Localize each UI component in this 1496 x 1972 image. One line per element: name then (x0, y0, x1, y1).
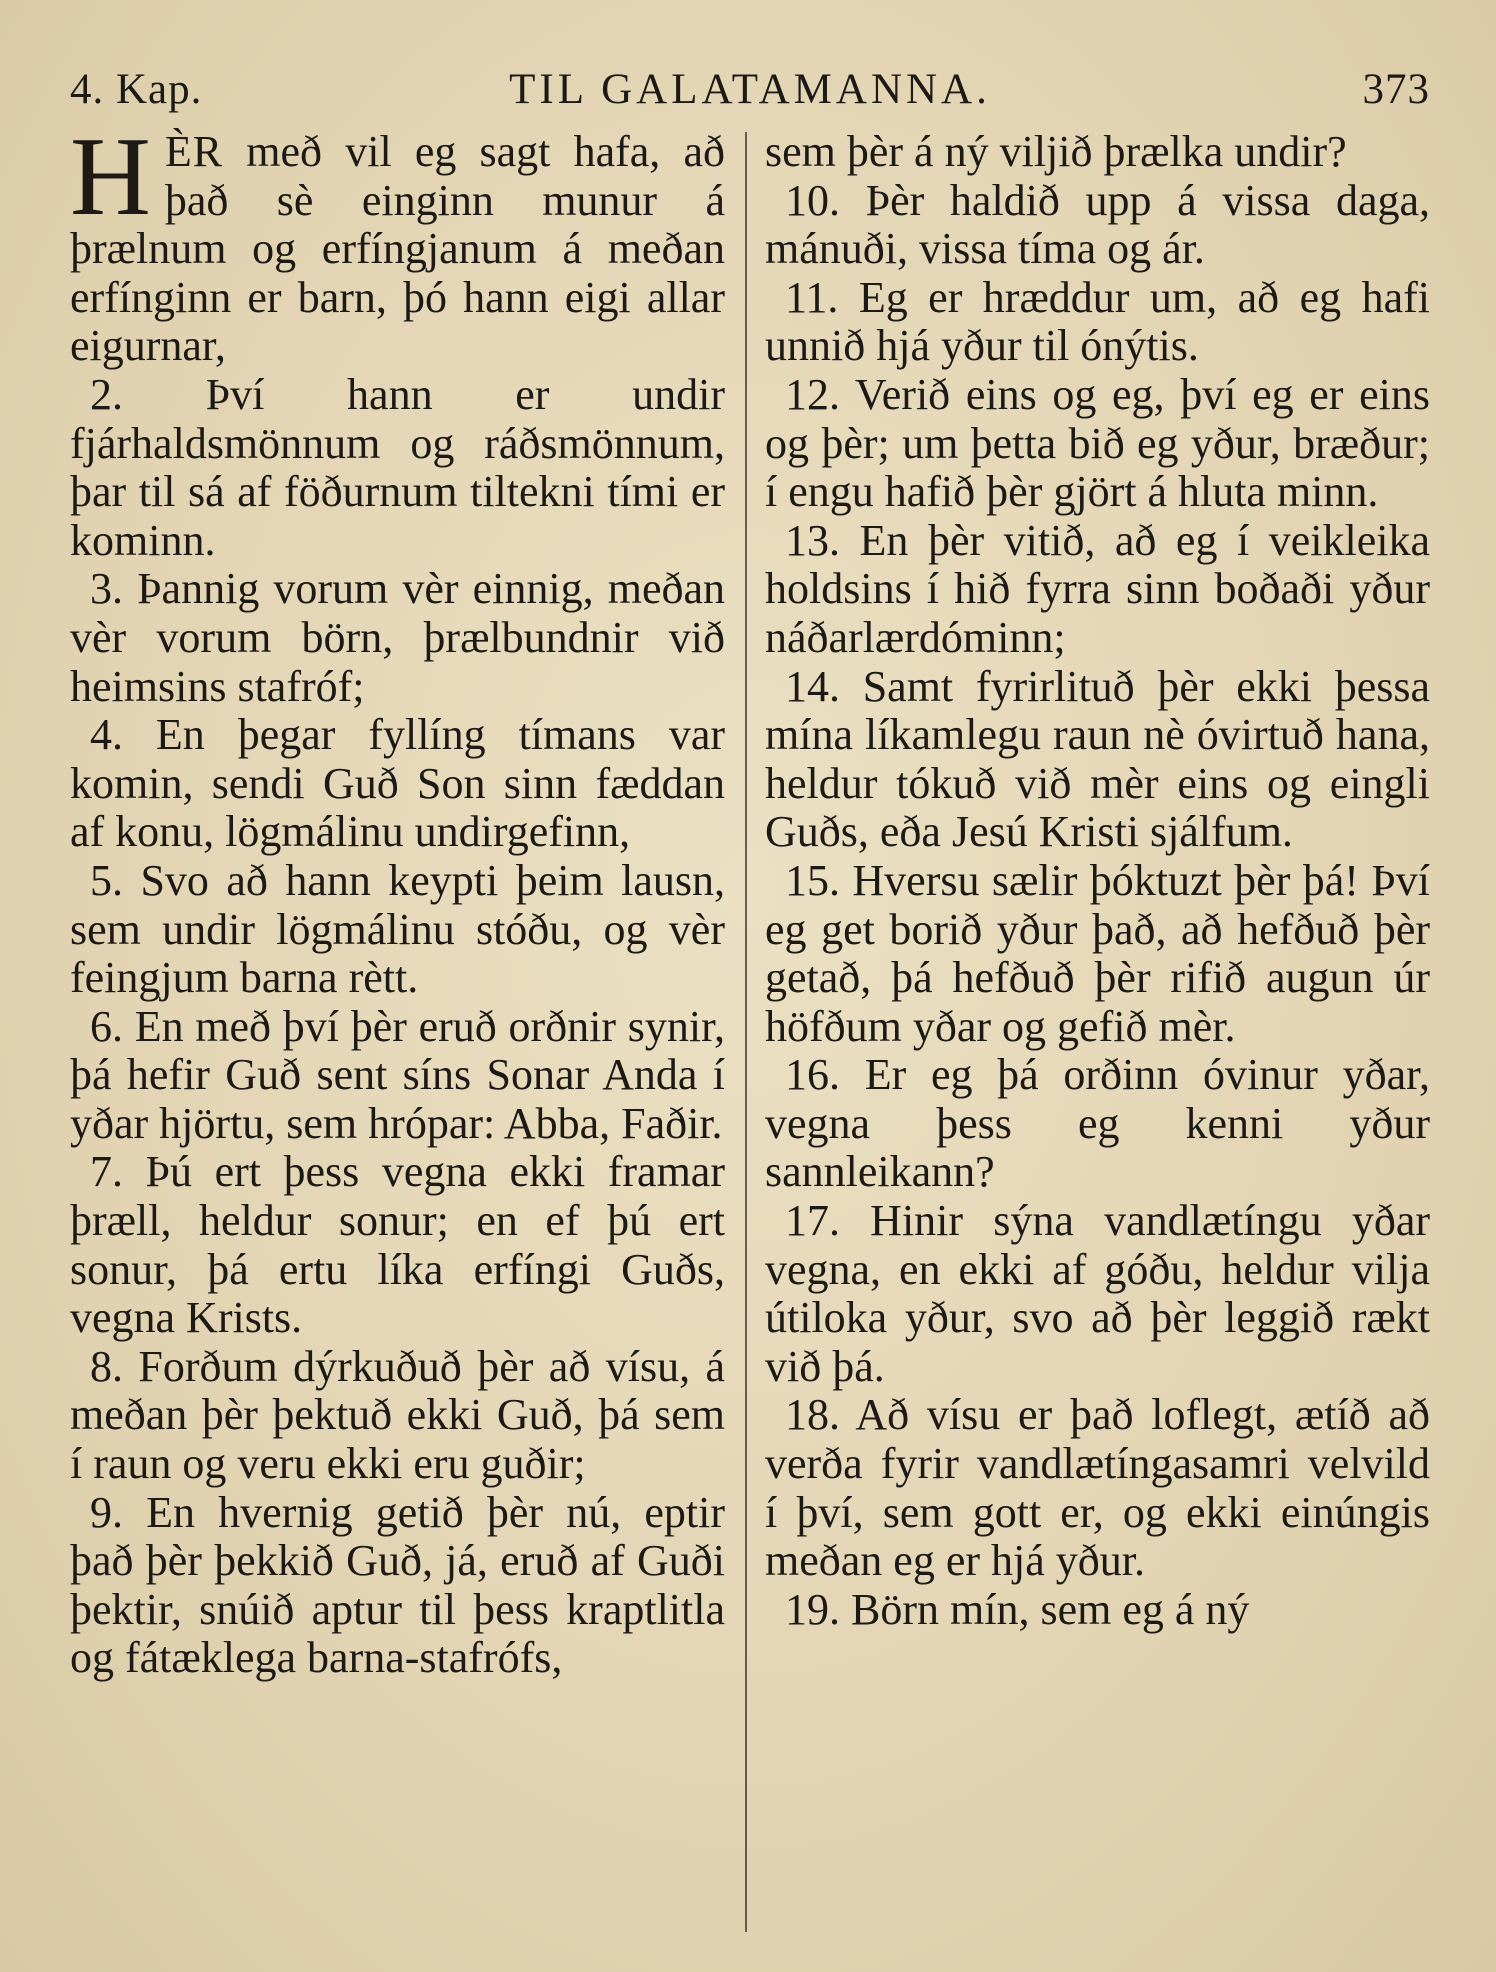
column-divider (745, 132, 747, 1932)
verse-6: 6. En með því þèr eruð orðnir synir, þá hefir Guð sent síns Sonar Anda í yðar hjörtu, sem hrópar: Abba, Faðir. (70, 1001, 725, 1148)
verse-4: 4. En þegar fyllíng tímans var komin, sendi Guð Son sinn fæddan af konu, lögmálinu undirgefinn, (70, 710, 725, 857)
verse-14: 14. Samt fyrirlituð þèr ekki þessa mína líkamlegu raun nè óvirtuð hana, heldur tókuð við mèr eins og eingli Guðs, eða Jesú Kristi sjálfum. (765, 661, 1430, 857)
verse-10: 10. Þèr haldið upp á vissa daga, mánuði, vissa tíma og ár. (765, 175, 1430, 274)
verse-13: 13. En þèr vitið, að eg í veikleika holdsins í hið fyrra sinn boðaði yður náðarlærdóminn; (765, 515, 1430, 662)
verse-16: 16. Er eg þá orðinn óvinur yðar, vegna þess eg kenni yður sannleikann? (765, 1050, 1430, 1197)
chapter-label: 4. Kap. (70, 66, 203, 113)
verse-7: 7. Þú ert þess vegna ekki framar þræll, heldur sonur; en ef þú ert sonur, þá ertu líka erfíngi Guðs, vegna Krists. (70, 1147, 725, 1343)
verse-9: 9. En hvernig getið þèr nú, eptir það þèr þekkið Guð, já, eruð af Guði þektir, snúið aptur til þess kraptlitla og fátæklega barna-stafrófs, (70, 1487, 725, 1683)
drop-cap: H (70, 115, 151, 239)
verse-19: 19. Börn mín, sem eg á ný (785, 1584, 1250, 1634)
verse-11: 11. Eg er hræddur um, að eg hafi unnið hjá yður til ónýtis. (765, 272, 1430, 371)
left-column (70, 115, 725, 1683)
right-column (765, 128, 1430, 1634)
chapter-opening (70, 115, 725, 371)
running-header (70, 60, 1430, 120)
page-title: TIL GALATAMANNA. (509, 66, 991, 113)
verse-12: 12. Verið eins og eg, því eg er eins og þèr; um þetta bið eg yður, bræður; í engu hafið þèr gjört á hluta minn. (765, 369, 1430, 517)
verse-9-continuation: sem þèr á ný viljið þrælka undir? (765, 127, 1347, 176)
verse-17: 17. Hinir sýna vandlætíngu yðar vegna, en ekki af góðu, heldur vilja útiloka yður, svo að þèr leggið rækt við þá. (765, 1196, 1430, 1391)
verse-2: 2. Því hann er undir fjárhaldsmönnum og ráðsmönnum, þar til sá af föðurnum tiltekni tími er kominn. (70, 369, 725, 565)
page-number: 373 (1362, 66, 1430, 113)
verse-3: 3. Þannig vorum vèr einnig, meðan vèr vorum börn, þrælbundnir við heimsins stafróf; (70, 564, 725, 711)
verse-8: 8. Forðum dýrkuðuð þèr að vísu, á meðan þèr þektuð ekki Guð, þá sem í raun og veru ekki eru guðir; (70, 1341, 725, 1489)
verse-5: 5. Svo að hann keypti þeim lausn, sem undir lögmálinu stóðu, og vèr feingjum barna rètt. (70, 855, 725, 1003)
opening-text: með vil eg sagt hafa, að það sè einginn munur á þrælnum og erfíngjanum á meðan erfínginn er barn, þó hann eigi allar eigurnar, (70, 127, 725, 371)
verse-15: 15. Hversu sælir þóktuzt þèr þá! Því eg get borið yður það, að hefðuð þèr getað, þá hefðuð þèr rifið augun úr höfðum yðar og gefið mèr. (765, 855, 1430, 1051)
verse-18: 18. Að vísu er það loflegt, ætíð að verða fyrir vandlætíngasamri velvild í því, sem gott er, og ekki einúngis meðan eg er hjá yður. (765, 1390, 1430, 1586)
opening-smallcaps: ÈR (164, 127, 224, 176)
